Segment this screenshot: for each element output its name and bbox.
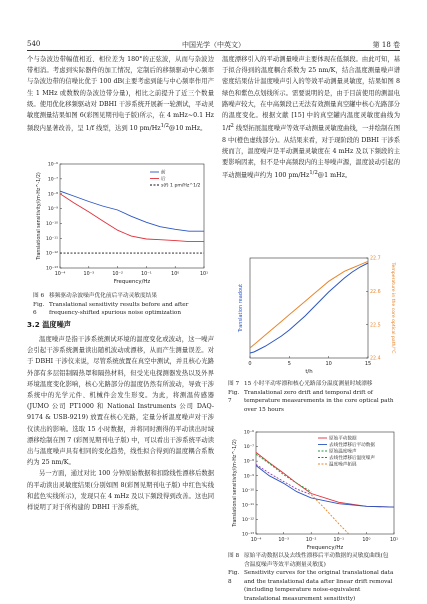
legend-label-0: 前 (161, 169, 166, 176)
y-tick-label: 10⁻⁷ (48, 176, 58, 182)
x-tick-label: 10⁻³ (278, 537, 289, 543)
fig6-label-en: Fig. 6 (33, 301, 49, 318)
y-axis-label: Translational sensitivity/(m·Hz^-1/2) (36, 172, 42, 261)
fig8-caption-text: 原始平动数据以及去线性漂移后平动数据的灵敏度曲线(包含温度噪声等效平动测量灵敏度) (244, 552, 394, 569)
fig6-caption-en: Translational sensitivity results before and after frequency-shifted spurious noise optimization (49, 301, 209, 318)
x-tick-label: 10⁻² (306, 537, 317, 543)
y-tick-label: 10⁻¹³ (46, 266, 58, 272)
x-tick-label: 10⁰ (171, 271, 179, 277)
fig7-label: 图 7 (228, 380, 244, 389)
x-tick-label: 10⁻⁴ (251, 537, 262, 543)
figure-6-caption (33, 292, 213, 318)
y-tick-label: 10⁻⁸ (48, 191, 58, 197)
fig8-caption-en: Sensitivity curves for the original translational data and the translational data after linear drift removal (including temperature noise-equivalent translational measurement sensitivity) (244, 569, 396, 603)
y2-tick-label: 22.5 (370, 322, 381, 328)
legend-label-3: 去线性漂移后温度噪声 (329, 454, 375, 461)
left-column-top (27, 54, 214, 135)
right-paragraph-1-sup: 2 (230, 123, 233, 129)
figure-7-chart (226, 252, 402, 378)
y2-tick-label: 22.6 (370, 289, 381, 295)
fig6-caption-text: 移频驱动杂波噪声优化前后平动灵敏度结果 (49, 292, 157, 301)
x-tick-label: 5 (288, 361, 291, 367)
x-tick-label: 10⁻⁴ (55, 271, 66, 277)
legend-label-2: 原始温度噪声 (329, 448, 357, 455)
right-paragraph-1-sup2: 1/2 (309, 170, 317, 176)
y-tick-label: 10⁻⁷ (244, 444, 254, 450)
y-tick-label: 10⁻⁸ (244, 459, 254, 465)
y-axis-label: Translation readout (238, 284, 244, 333)
legend-label-1: 后 (161, 175, 166, 182)
y-tick-label: 10⁻¹⁰ (46, 221, 58, 227)
x-tick-label: 0 (248, 361, 251, 367)
left-paragraph-1-text: 个与杂波边带幅值相近、相位差为 180°的正弦波，从而与杂波边带相消。考虑到实际器件的加工情况，定制后的移频驱动中心频率与杂波边带的信噪比优于 100 dB(主要考虑到能与中心频率作用产生 1 MHz 或数数的杂波边带分量)，相比之前提升了近三个数量级。使用优化移频驱动对 DBHI 干涉系统开展新一轮测试，平动灵敏度测量结果如图 6(彩图见期刊电子版)所示，在 4 mHz~0.1 Hz 频段内显著改善，呈 1/f 线型，达到 10 pm/Hz (27, 56, 214, 132)
x-axis-label: t/h (305, 369, 312, 375)
y-tick-label: 10⁻¹² (46, 251, 58, 257)
y-tick-label: 10⁻¹³ (242, 532, 254, 538)
left-column-bottom (27, 334, 214, 513)
right-paragraph-1-mid: 线型拓展温度噪声等效平动测量灵敏度曲线，一并绘制在图 8 中(橙色虚线部分)。从结果来看，对于现阶段的 DBHI 干涉系统而言，温度噪声是平动测量灵敏度在 4 mHz 及以下频段的主要影响因素，但不是中高频段内的主导噪声源，温度波动引起的平动测量噪声约为 100 pm/Hz (222, 125, 400, 179)
y-tick-label: 10⁻¹⁰ (242, 488, 254, 494)
right-paragraph-1-text: 温度漂移引入的平动测量噪声主要体现在低频段。由此可知，基于拟合得到的温度耦合系数为 25 nm/K，结合温度测量噪声谱密度结果估计温度噪声引入的等效平动测量灵敏度，结果如图 8 绿色和紫色点划线所示。需要说明的是，由于目前使用的测温电路噪声较大，在中高频段已无法有效测量真空罐中核心光路部分的温度变化。根据文献 [15] 中的真空罐内温度灵敏度曲线为 1/f (222, 56, 400, 132)
legend-label-4: 温度噪声拓展 (329, 461, 357, 468)
y-tick-label: 10⁻¹¹ (242, 502, 254, 508)
fig8-label-en: Fig. 8 (228, 569, 244, 586)
figure-7-caption (228, 380, 400, 414)
fig7-caption-en: Translational zero drift and temporal drift of temperature measurements in the core optical path over 15 hours (244, 389, 396, 415)
right-paragraph-1 (222, 54, 400, 181)
x-axis-label: Frequency/Hz (307, 545, 344, 550)
y-tick-label: 10⁻⁶ (48, 162, 58, 168)
x-tick-label: 10⁻³ (84, 271, 95, 277)
y-tick-label: 10⁻¹¹ (46, 236, 58, 242)
x-tick-label: 10⁻² (112, 271, 123, 277)
y-tick-label: 10⁻⁹ (244, 473, 254, 479)
fig8-label: 图 8 (228, 552, 244, 561)
left-paragraph-1-end: @10 mHz。 (169, 125, 206, 132)
y-tick-label: 10⁻⁶ (244, 430, 254, 436)
fig7-caption-text: 15 小时平动零漂和核心光路部分温度测量时域漂移 (244, 380, 394, 389)
fig6-label: 图 6 (33, 292, 49, 301)
x-tick-label: 10¹ (390, 537, 398, 543)
figure-8-chart (226, 426, 402, 550)
section-heading: 3.2 温度噪声 (27, 320, 71, 330)
fig7-label-en: Fig. 7 (228, 389, 244, 406)
figure-6-chart (30, 158, 214, 288)
legend-label-2: s(f) 1 pm/Hz^1/2 (161, 183, 201, 189)
issue-number: 第 18 卷 (373, 40, 400, 50)
left-paragraph-2: 温度噪声是指干涉系统测试环境的温度变化或波动，这一噪声会引起干涉系统测量读出随机波动或漂移，从而产生测量误差。对于 DBHI 干涉仪来说，尽管系统放置在真空中测试，并且核心光路外部有多层铝制隔热罩和隔热材料，但受光电探测器发热以及外界环境温度变化影响，核心光路部分的温度仍然有所波动，导致干涉系统中的光学元件、机械件会发生形变。为此，将测温传感器 (JUMO 公司 PT1000 和 National Instruments 公司 DAQ-9174 & USB-9219) 放置在核心光路，定量分析温度噪声对干涉仪读出的影响。选取 15 小时数据，并将同时测得的平动读出时域漂移绘制在图 7 (彩图见期刊电子版) 中，可以看出干涉系统平动读出与温度噪声具有相同的变化趋势，线性拟合得到的温度耦合系数约为 25 nm/K。 (27, 334, 214, 468)
legend-label-1: 去线性漂移后平动数据 (329, 441, 375, 448)
y-tick-label: 10⁻¹² (242, 517, 254, 523)
y-tick-label: 10⁻⁹ (48, 206, 58, 212)
left-paragraph-1-sup: 1/2 (161, 123, 169, 129)
left-paragraph-1 (27, 54, 214, 135)
y-axis-label: Translational sensitivity/(m·Hz^-1/2) (232, 439, 238, 528)
x-tick-label: 15 (365, 361, 371, 367)
right-column-top (222, 54, 400, 181)
y2-tick-label: 22.4 (370, 356, 381, 362)
x-tick-label: 10 (325, 361, 331, 367)
y2-axis-label: Temperature in the core optical path/°C (390, 262, 396, 354)
x-tick-label: 10⁻¹ (334, 537, 345, 543)
right-paragraph-1-end: @1 mHz。 (318, 172, 351, 179)
y2-tick-label: 22.7 (370, 256, 381, 262)
x-axis-label: Frequency/Hz (114, 279, 151, 285)
header-rule (27, 50, 400, 51)
figure-8-caption (228, 552, 400, 604)
plot-frame (60, 164, 204, 268)
left-paragraph-3: 另一方面，通过对比 100 分钟原始数据和扣除线性漂移后数据的平动读出灵敏度结果(分别如图 8(彩图见期刊电子版) 中红色实线和蓝色实线所示)，发现只在 4 mHz 及以下频段得到改善。这也同样说明了对于所构建的 DBHI 干涉系统， (27, 468, 214, 513)
journal-title: 中国光学（中英文） (0, 40, 427, 50)
x-tick-label: 10⁰ (362, 537, 370, 543)
legend-label-0: 原始平动数据 (329, 435, 357, 442)
page-number: 540 (27, 40, 40, 48)
x-tick-label: 10¹ (200, 271, 208, 277)
x-tick-label: 10⁻¹ (141, 271, 152, 277)
